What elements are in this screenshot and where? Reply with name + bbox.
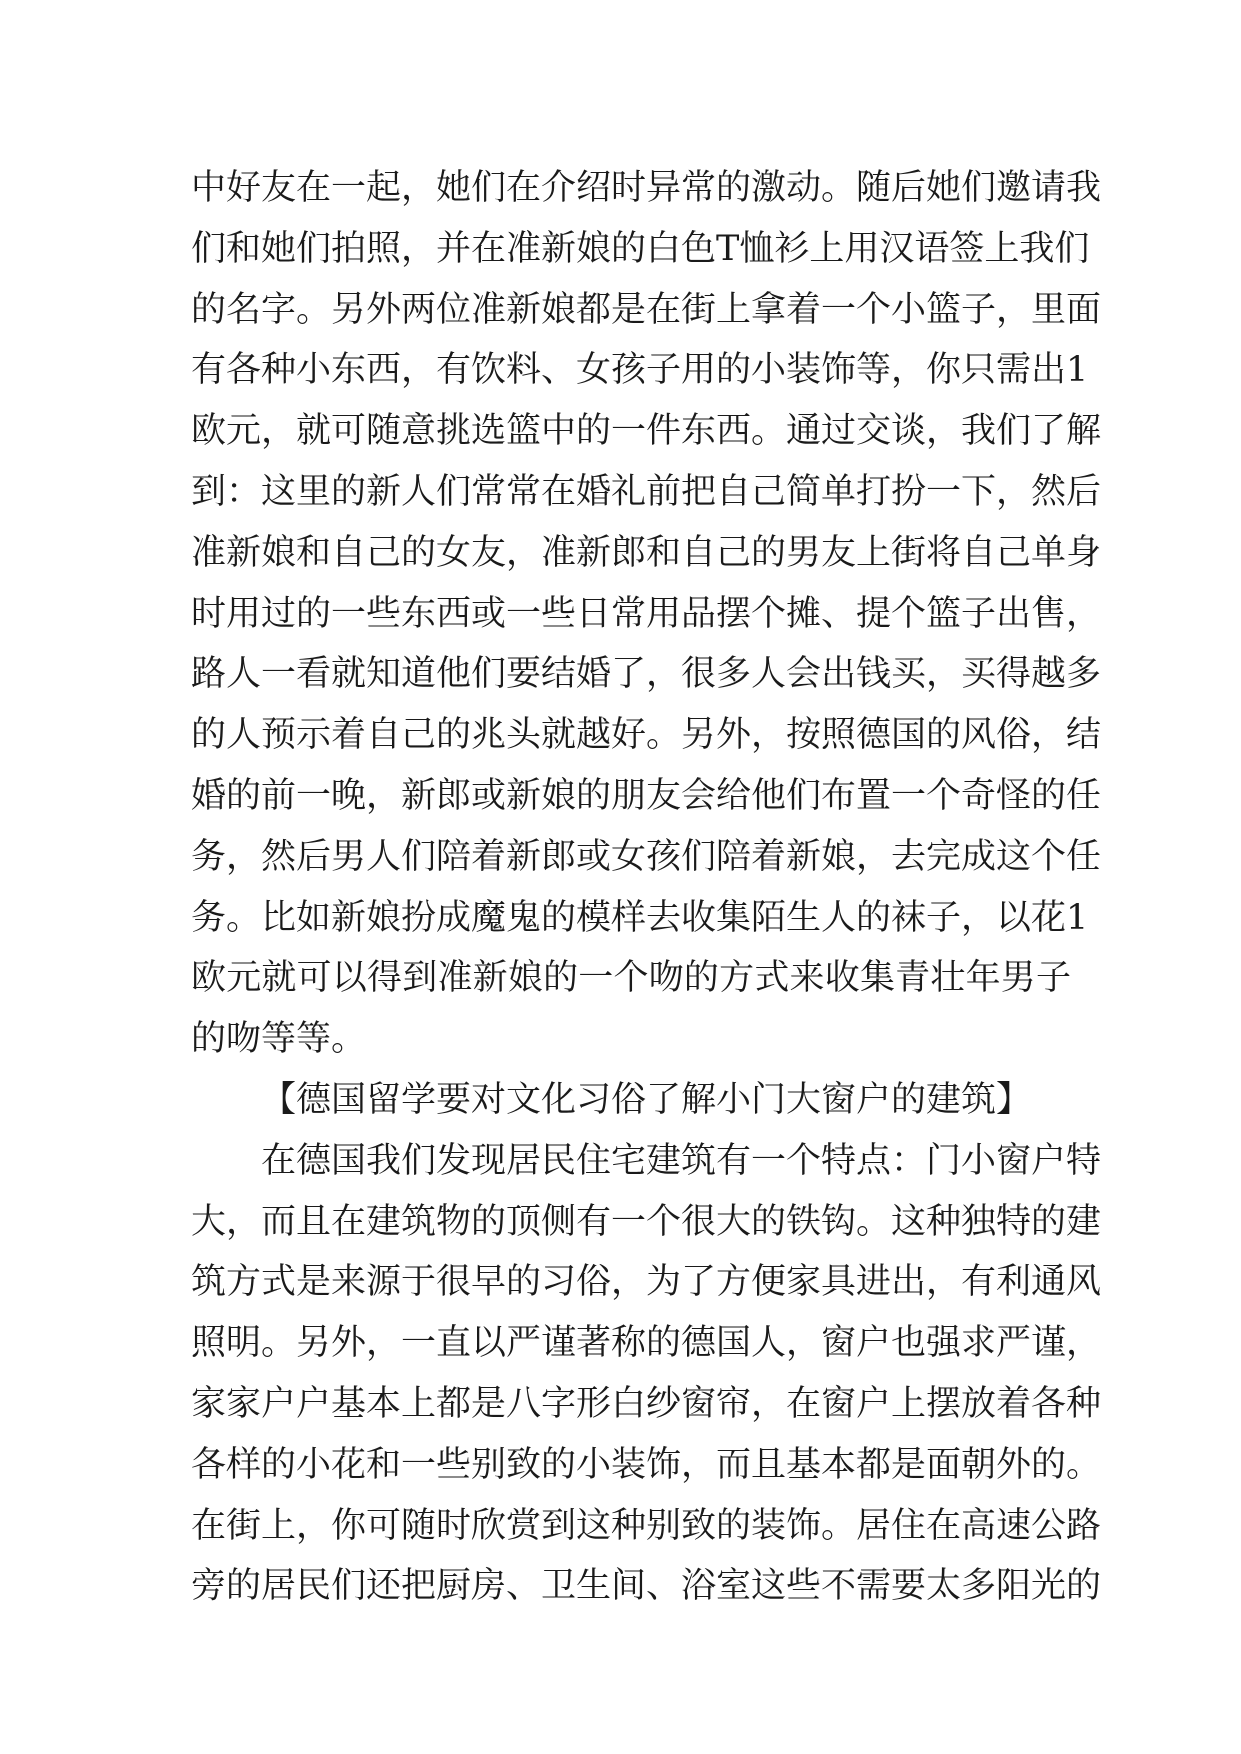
text-line: 各样的小花和一些别致的小装饰，而且基本都是面朝外的。 [191,1444,1102,1485]
paragraph-wedding-customs [191,158,1102,1070]
text-line: 务，然后男人们陪着新郎或女孩们陪着新娘，去完成这个任 [191,836,1102,877]
text-line: 在德国我们发现居民住宅建筑有一个特点：门小窗户特 [261,1140,1102,1181]
text-line: 旁的居民们还把厨房、卫生间、浴室这些不需要太多阳光的 [191,1566,1102,1607]
paragraph-architecture [191,1131,1102,1617]
text-line: 欧元，就可随意挑选篮中的一件东西。通过交谈，我们了解 [191,411,1102,452]
text-line: 的名字。另外两位准新娘都是在街上拿着一个小篮子，里面 [191,289,1102,330]
text-line: 大，而且在建筑物的顶侧有一个很大的铁钩。这种独特的建 [191,1201,1102,1242]
text-line: 务。比如新娘扮成魔鬼的模样去收集陌生人的袜子，以花1 [191,897,1089,938]
text-line: 到：这里的新人们常常在婚礼前把自己简单打扮一下，然后 [191,471,1102,512]
section-heading: 【德国留学要对文化习俗了解小门大窗户的建筑】 [261,1079,1032,1120]
text-line: 有各种小东西，有饮料、女孩子用的小装饰等，你只需出1 [191,350,1089,391]
text-line: 时用过的一些东西或一些日常用品摆个摊、提个篮子出售， [191,593,1102,634]
text-line: 路人一看就知道他们要结婚了，很多人会出钱买，买得越多 [191,654,1102,695]
text-line: 准新娘和自己的女友，准新郎和自己的男友上街将自己单身 [191,532,1102,573]
text-line: 婚的前一晚，新郎或新娘的朋友会给他们布置一个奇怪的任 [191,775,1102,816]
text-line: 筑方式是来源于很早的习俗，为了方便家具进出，有利通风 [191,1262,1102,1303]
text-line: 在街上，你可随时欣赏到这种别致的装饰。居住在高速公路 [191,1505,1102,1546]
text-line: 们和她们拍照，并在准新娘的白色T恤衫上用汉语签上我们 [191,228,1090,269]
text-line: 欧元就可以得到准新娘的一个吻的方式来收集青壮年男子 [191,958,1071,999]
document-body [191,158,1102,1617]
text-line: 照明。另外，一直以严谨著称的德国人，窗户也强求严谨， [191,1323,1102,1364]
text-line: 中好友在一起，她们在介绍时异常的激动。随后她们邀请我 [191,168,1102,208]
text-line: 的人预示着自己的兆头就越好。另外，按照德国的风俗，结 [191,715,1102,756]
text-line: 的吻等等。 [191,1019,367,1060]
text-line: 家家户户基本上都是八字形白纱窗帘，在窗户上摆放着各种 [191,1383,1102,1424]
